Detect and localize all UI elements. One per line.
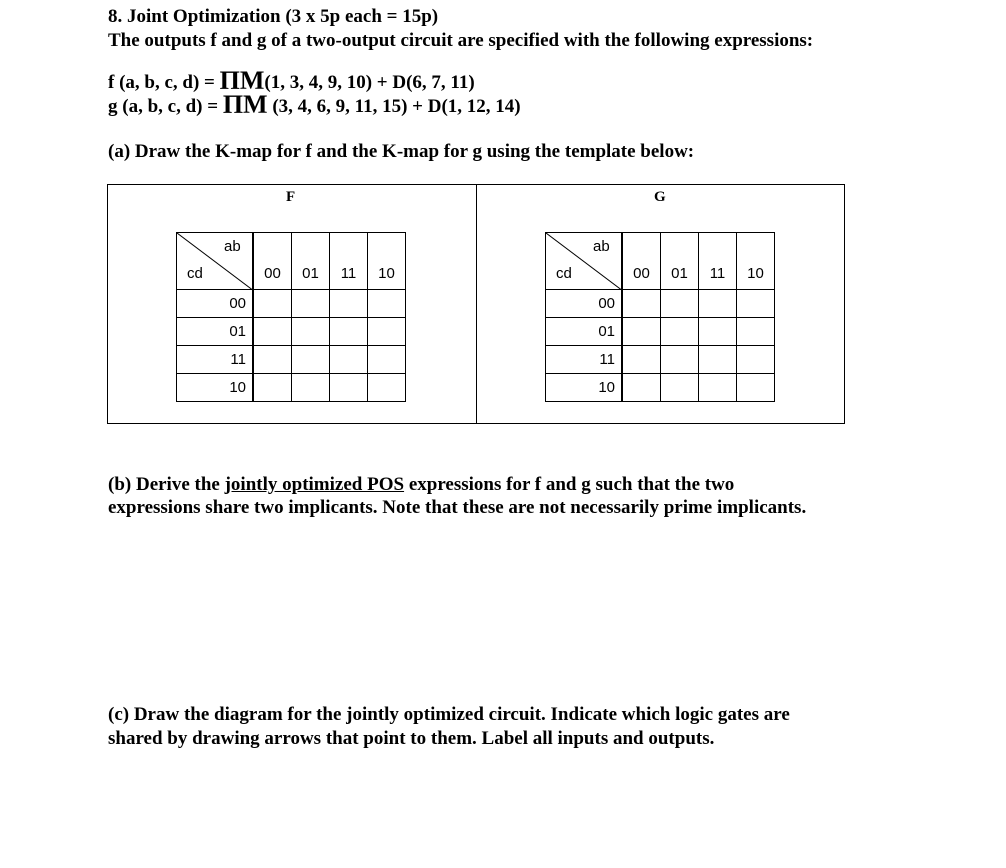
kmap-f-title: F	[286, 189, 296, 205]
kmap-cell[interactable]	[329, 345, 368, 374]
kmap-corner-cell	[545, 232, 622, 290]
part-b-line1	[108, 474, 734, 496]
kmap-col-header: 01	[291, 232, 330, 290]
problem-intro: The outputs f and g of a two-output circuit are specified with the following expressions:	[108, 30, 814, 51]
kmap-cell[interactable]	[329, 373, 368, 402]
kmap-corner-cell	[176, 232, 253, 290]
kmap-cell[interactable]	[698, 289, 737, 318]
kmap-row-header: 01	[545, 317, 622, 346]
kmap-cell[interactable]	[291, 345, 330, 374]
kmap-col-header: 00	[253, 232, 292, 290]
kmap-cell[interactable]	[698, 317, 737, 346]
part-b-prefix: (b) Derive the	[108, 474, 225, 495]
g-rhs: (3, 4, 6, 9, 11, 15) + D(1, 12, 14)	[267, 96, 521, 117]
kmap-cell[interactable]	[291, 317, 330, 346]
kmap-cell[interactable]	[367, 317, 406, 346]
part-b-suffix: expressions for f and g such that the two	[404, 474, 735, 495]
g-expression	[108, 90, 521, 119]
kmap-g-title: G	[654, 189, 666, 205]
kmap-cell[interactable]	[253, 317, 292, 346]
kmap-cell[interactable]	[253, 373, 292, 402]
kmap-cell[interactable]	[660, 373, 699, 402]
kmap-row-header: 11	[545, 345, 622, 374]
diagonal-line	[177, 233, 254, 291]
part-c-line1: (c) Draw the diagram for the jointly optimized circuit. Indicate which logic gates are	[108, 704, 790, 725]
kmap-row-header: 00	[176, 289, 253, 318]
col-variable-label: ab	[224, 238, 241, 255]
kmap-col-header: 11	[698, 232, 737, 290]
kmap-row-header: 00	[545, 289, 622, 318]
part-b-underlined: jointly optimized POS	[224, 474, 405, 495]
part-c-line2: shared by drawing arrows that point to them. Label all inputs and outputs.	[108, 728, 715, 749]
kmap-row-header: 10	[545, 373, 622, 402]
kmap-cell[interactable]	[622, 373, 661, 402]
kmap-col-header: 11	[329, 232, 368, 290]
kmap-row-header: 10	[176, 373, 253, 402]
kmap-cell[interactable]	[698, 345, 737, 374]
kmap-row-header: 11	[176, 345, 253, 374]
kmap-divider	[476, 184, 477, 424]
kmap-cell[interactable]	[660, 317, 699, 346]
col-variable-label: ab	[593, 238, 610, 255]
kmap-col-header: 01	[660, 232, 699, 290]
kmap-cell[interactable]	[660, 289, 699, 318]
diagonal-line	[546, 233, 623, 291]
f-expression	[108, 66, 475, 95]
kmap-col-header: 00	[622, 232, 661, 290]
kmap-cell[interactable]	[660, 345, 699, 374]
kmap-col-header: 10	[367, 232, 406, 290]
kmap-cell[interactable]	[736, 345, 775, 374]
kmap-cell[interactable]	[253, 345, 292, 374]
kmap-cell[interactable]	[253, 289, 292, 318]
kmap-cell[interactable]	[622, 317, 661, 346]
kmap-cell[interactable]	[622, 345, 661, 374]
f-lhs: f (a, b, c, d) =	[108, 72, 220, 93]
part-a-text: (a) Draw the K-map for f and the K-map for g using the template below:	[108, 141, 695, 162]
g-lhs: g (a, b, c, d) =	[108, 96, 223, 117]
kmap-cell[interactable]	[367, 373, 406, 402]
row-variable-label: cd	[556, 265, 572, 282]
kmap-cell[interactable]	[736, 373, 775, 402]
kmap-cell[interactable]	[367, 289, 406, 318]
kmap-cell[interactable]	[698, 373, 737, 402]
product-symbol: ΠΜ	[219, 66, 265, 95]
kmap-cell[interactable]	[329, 317, 368, 346]
kmap-cell[interactable]	[367, 345, 406, 374]
kmap-cell[interactable]	[736, 317, 775, 346]
product-symbol: ΠΜ	[222, 90, 268, 119]
kmap-col-header: 10	[736, 232, 775, 290]
row-variable-label: cd	[187, 265, 203, 282]
f-rhs: (1, 3, 4, 9, 10) + D(6, 7, 11)	[264, 72, 475, 93]
part-b-line2: expressions share two implicants. Note that these are not necessarily prime implicants.	[108, 497, 807, 518]
kmap-cell[interactable]	[291, 289, 330, 318]
kmap-row-header: 01	[176, 317, 253, 346]
kmap-cell[interactable]	[622, 289, 661, 318]
kmap-cell[interactable]	[291, 373, 330, 402]
kmap-cell[interactable]	[329, 289, 368, 318]
kmap-cell[interactable]	[736, 289, 775, 318]
problem-heading: 8. Joint Optimization (3 x 5p each = 15p)	[108, 6, 439, 27]
